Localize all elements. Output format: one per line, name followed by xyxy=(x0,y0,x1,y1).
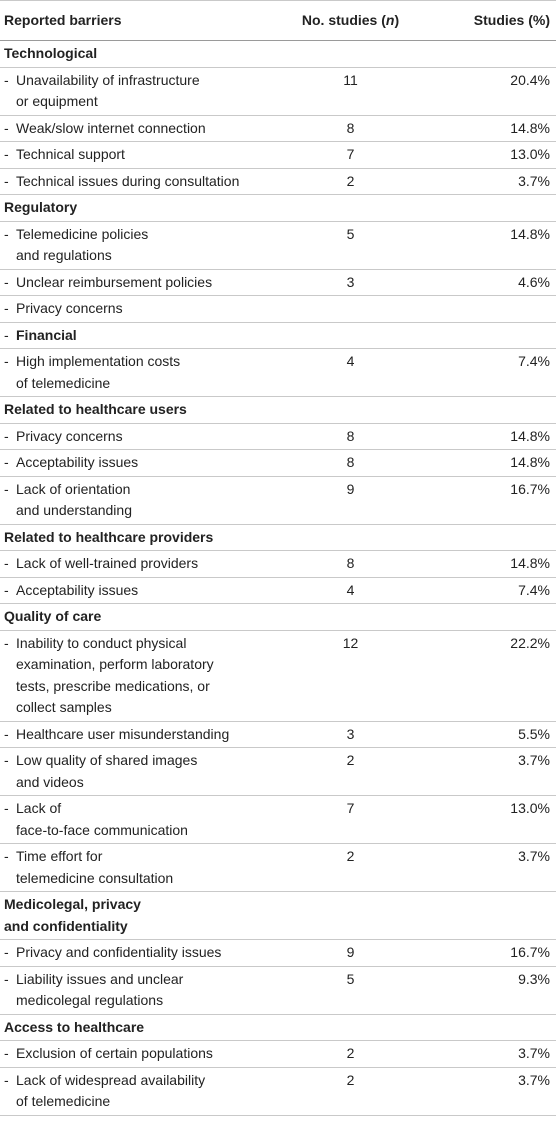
study-count-cell: 5 xyxy=(346,225,355,242)
dash-bullet: - xyxy=(4,555,9,571)
table-row xyxy=(0,551,556,578)
barrier-cell xyxy=(0,969,291,1012)
study-percent-cell: 22.2% xyxy=(510,634,550,651)
dash-bullet: - xyxy=(4,752,9,768)
barrier-label: Lack of orientation and understanding xyxy=(16,480,132,518)
table-row xyxy=(0,967,556,1015)
dash-bullet: - xyxy=(4,480,9,497)
dash-bullet: - xyxy=(4,71,9,88)
table-row xyxy=(0,722,556,749)
dash-bullet: - xyxy=(4,634,9,651)
study-count-cell: 2 xyxy=(346,752,355,768)
dash-bullet: - xyxy=(4,725,9,742)
table-row xyxy=(0,68,556,116)
table-row xyxy=(0,940,556,967)
barrier-label: Lack of widespread availability of telemedicine xyxy=(16,1071,206,1109)
barrier-cell xyxy=(0,298,291,320)
study-count-cell: 9 xyxy=(346,480,355,497)
barrier-cell xyxy=(0,942,291,964)
study-count-cell xyxy=(291,43,410,65)
table-body xyxy=(0,41,556,1116)
study-percent-cell: 16.7% xyxy=(510,944,550,960)
barrier-cell xyxy=(0,452,291,474)
table-row xyxy=(0,796,556,844)
study-count-cell: 9 xyxy=(346,944,355,960)
dash-bullet: - xyxy=(4,225,9,242)
study-percent-cell: 16.7% xyxy=(510,480,550,497)
study-percent-cell: 3.7% xyxy=(518,1071,550,1088)
barrier-label: Healthcare user misunderstanding xyxy=(16,725,230,742)
dash-bullet: - xyxy=(4,300,9,316)
barrier-cell xyxy=(0,1017,291,1039)
barrier-label: Time effort for telemedicine consultation xyxy=(16,848,174,886)
dash-bullet: - xyxy=(4,1071,9,1088)
study-percent-cell: 3.7% xyxy=(518,1045,550,1061)
barrier-cell xyxy=(0,325,291,347)
table-row xyxy=(0,222,556,270)
table-row xyxy=(0,424,556,451)
study-percent-cell: 5.5% xyxy=(518,725,550,742)
study-percent-cell: 20.4% xyxy=(510,71,550,88)
barrier-label: Unclear reimbursement policies xyxy=(16,273,213,290)
study-count-cell: 4 xyxy=(346,353,355,369)
study-count-cell: 8 xyxy=(346,555,355,571)
study-percent-cell xyxy=(410,606,556,628)
dash-bullet: - xyxy=(4,1045,9,1061)
header-no-studies-close: ) xyxy=(394,11,400,28)
table-row xyxy=(0,323,556,350)
barrier-cell xyxy=(0,798,291,841)
study-percent-cell: 13.0% xyxy=(510,146,550,162)
study-count-cell: 8 xyxy=(346,454,355,470)
dash-bullet: - xyxy=(4,146,9,162)
dash-bullet: - xyxy=(4,848,9,864)
study-count-cell xyxy=(291,606,410,628)
section-label: Quality of care xyxy=(4,608,102,624)
dash-bullet: - xyxy=(4,454,9,470)
study-percent-cell: 7.4% xyxy=(518,353,550,369)
barrier-cell xyxy=(0,426,291,448)
table-row xyxy=(0,477,556,525)
barrier-cell xyxy=(0,527,291,549)
study-count-cell: 2 xyxy=(346,848,355,864)
header-no-studies-text: No. studies ( xyxy=(301,11,386,28)
study-count-cell: 8 xyxy=(346,119,355,136)
study-count-cell xyxy=(291,298,410,320)
table-row xyxy=(0,296,556,323)
barrier-cell xyxy=(0,272,291,294)
section-header-row xyxy=(0,397,556,424)
barrier-label: Telemedicine policies and regulations xyxy=(16,225,149,263)
study-percent-cell xyxy=(410,325,556,347)
barrier-cell xyxy=(0,633,291,719)
barrier-label: Privacy concerns xyxy=(16,300,123,316)
barrier-cell xyxy=(0,351,291,394)
barrier-cell xyxy=(0,70,291,113)
barrier-cell xyxy=(0,1070,291,1113)
study-percent-cell xyxy=(410,43,556,65)
barrier-label: Weak/slow internet connection xyxy=(16,119,206,136)
dash-bullet: - xyxy=(4,353,9,369)
study-count-cell: 2 xyxy=(346,1045,355,1061)
study-percent-cell: 3.7% xyxy=(518,848,550,864)
table-header-row xyxy=(0,0,556,41)
study-percent-cell: 7.4% xyxy=(518,581,550,598)
study-count-cell: 4 xyxy=(346,581,355,598)
study-count-cell: 12 xyxy=(342,634,359,651)
header-no-studies xyxy=(291,10,410,32)
study-count-cell xyxy=(291,325,410,347)
barrier-label: Lack of well-trained providers xyxy=(16,555,199,571)
barrier-cell xyxy=(0,144,291,166)
section-label: Technological xyxy=(4,45,98,61)
study-percent-cell: 13.0% xyxy=(510,800,550,816)
barrier-label: Privacy and confidentiality issues xyxy=(16,944,222,960)
study-percent-cell: 14.8% xyxy=(510,225,550,242)
section-header-row xyxy=(0,604,556,631)
barrier-label: Low quality of shared images and videos xyxy=(16,752,198,790)
section-label: Related to healthcare users xyxy=(4,401,187,417)
study-percent-cell: 14.8% xyxy=(510,119,550,136)
barrier-cell xyxy=(0,479,291,522)
table-row xyxy=(0,450,556,477)
barrier-cell xyxy=(0,846,291,889)
study-percent-cell xyxy=(410,527,556,549)
study-count-cell: 11 xyxy=(343,71,358,88)
header-reported-barriers: Reported barriers xyxy=(4,11,122,28)
study-count-cell: 8 xyxy=(346,427,355,444)
table-row xyxy=(0,631,556,722)
study-percent-cell: 4.6% xyxy=(518,273,550,290)
study-count-cell xyxy=(291,527,410,549)
study-count-cell: 7 xyxy=(346,146,355,162)
barrier-cell xyxy=(0,1043,291,1065)
barrier-cell xyxy=(0,224,291,267)
study-count-cell xyxy=(291,399,410,421)
dash-bullet: - xyxy=(4,944,9,960)
section-label: Regulatory xyxy=(4,199,78,215)
study-count-cell xyxy=(291,894,410,937)
dash-bullet: - xyxy=(4,581,9,598)
barrier-cell xyxy=(0,606,291,628)
barrier-label: Lack of face-to-face communication xyxy=(16,800,188,838)
barrier-label: Financial xyxy=(16,326,77,343)
barrier-label: Exclusion of certain populations xyxy=(16,1045,213,1061)
barrier-label: Privacy concerns xyxy=(16,427,123,444)
study-count-cell xyxy=(291,1017,410,1039)
study-count-cell: 3 xyxy=(346,273,355,290)
barrier-cell xyxy=(0,399,291,421)
section-header-row xyxy=(0,525,556,552)
study-percent-cell: 14.8% xyxy=(510,454,550,470)
study-count-cell: 5 xyxy=(346,970,355,987)
table-row xyxy=(0,349,556,397)
barrier-label: Technical support xyxy=(16,146,125,162)
table-row xyxy=(0,142,556,169)
study-percent-cell xyxy=(410,399,556,421)
dash-bullet: - xyxy=(4,427,9,444)
barrier-label: Technical issues during consultation xyxy=(16,172,240,189)
study-percent-cell: 9.3% xyxy=(518,970,550,987)
dash-bullet: - xyxy=(4,326,9,343)
study-count-cell: 3 xyxy=(346,725,355,742)
study-percent-cell xyxy=(410,298,556,320)
study-percent-cell: 3.7% xyxy=(518,172,550,189)
section-header-row xyxy=(0,41,556,68)
section-header-row xyxy=(0,195,556,222)
table-row xyxy=(0,169,556,196)
section-label: Access to healthcare xyxy=(4,1018,145,1035)
barrier-cell xyxy=(0,750,291,793)
dash-bullet: - xyxy=(4,119,9,136)
barrier-cell xyxy=(0,43,291,65)
table-row xyxy=(0,270,556,297)
study-percent-cell: 14.8% xyxy=(510,555,550,571)
study-percent-cell xyxy=(410,1017,556,1039)
header-no-studies-n: n xyxy=(385,11,395,28)
barrier-cell xyxy=(0,171,291,193)
barrier-label: Unavailability of infrastructure or equipment xyxy=(16,71,200,109)
barrier-cell xyxy=(0,724,291,746)
table-row xyxy=(0,1068,556,1116)
barrier-label: High implementation costs of telemedicine xyxy=(16,353,181,391)
study-percent-cell: 3.7% xyxy=(518,752,550,768)
dash-bullet: - xyxy=(4,800,9,816)
barrier-label: Inability to conduct physical examination, perform laboratory tests, prescribe medications, or collect samples xyxy=(16,634,214,715)
section-label: Medicolegal, privacy and confidentiality xyxy=(4,896,141,934)
table-row xyxy=(0,844,556,892)
table-row xyxy=(0,116,556,143)
barrier-label: Acceptability issues xyxy=(16,581,139,598)
dash-bullet: - xyxy=(4,172,9,189)
study-percent-cell xyxy=(410,894,556,937)
study-count-cell: 7 xyxy=(346,800,355,816)
study-count-cell: 2 xyxy=(346,1071,355,1088)
dash-bullet: - xyxy=(4,970,9,987)
barrier-cell xyxy=(0,894,291,937)
section-label: Related to healthcare providers xyxy=(4,528,214,545)
study-percent-cell xyxy=(410,197,556,219)
study-count-cell: 2 xyxy=(346,172,355,189)
header-studies-percent: Studies (%) xyxy=(473,11,550,28)
barrier-cell xyxy=(0,118,291,140)
table-row xyxy=(0,748,556,796)
table-row xyxy=(0,578,556,605)
barrier-cell xyxy=(0,553,291,575)
barrier-cell xyxy=(0,197,291,219)
table-row xyxy=(0,1041,556,1068)
barrier-label: Acceptability issues xyxy=(16,454,139,470)
study-percent-cell: 14.8% xyxy=(510,427,550,444)
barrier-label: Liability issues and unclear medicolegal regulations xyxy=(16,970,184,1008)
section-header-row xyxy=(0,892,556,940)
study-count-cell xyxy=(291,197,410,219)
barrier-cell xyxy=(0,580,291,602)
dash-bullet: - xyxy=(4,273,9,290)
section-header-row xyxy=(0,1015,556,1042)
